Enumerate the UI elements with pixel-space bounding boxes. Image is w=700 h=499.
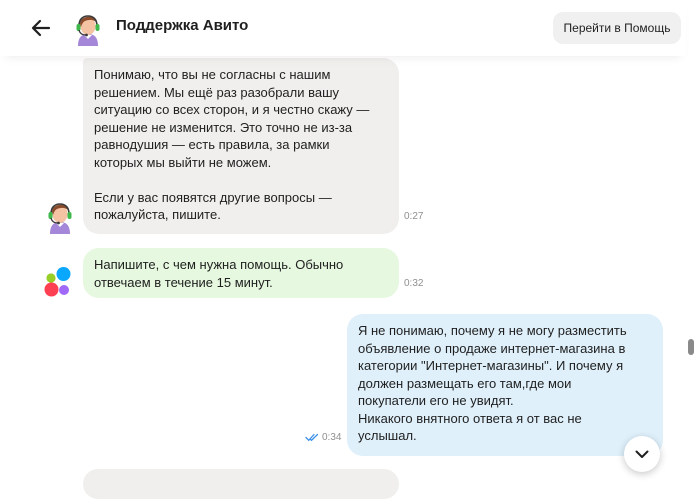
back-button[interactable] (28, 15, 54, 41)
scroll-to-bottom-button[interactable] (624, 436, 660, 472)
chevron-down-icon (635, 450, 649, 459)
message-time: 0:27 (404, 211, 424, 222)
chat-title: Поддержка Авито (116, 17, 249, 34)
user-message-bubble: Я не понимаю, почему я не могу разместить объявление о продаже интернет-магазина в категории "Интернет-магазины". И почему я должен размещать его там,где мои покупатели его не увидят. Никакого внятного ответа я от вас не услышал. (347, 314, 663, 456)
arrow-left-icon (31, 19, 51, 37)
support-agent-avatar (42, 198, 78, 234)
message-time: 0:32 (404, 278, 424, 289)
go-to-help-button[interactable]: Перейти в Помощь (553, 12, 681, 44)
chat-header (0, 0, 686, 56)
support-agent-avatar (70, 10, 106, 46)
support-message-bubble: Понимаю, что вы не согласны с нашим решением. Мы ещё раз разобрали вашу ситуацию со всех сторон, и я честно скажу — решение не изменится. Это точно не из-за равнодушия — есть правила, за рамки которых мы выйти не можем. Если у вас появятся другие вопросы — пожалуйста, пишите. (83, 58, 399, 234)
message-time: 0:34 (322, 432, 342, 443)
avito-logo (42, 266, 76, 300)
support-message-bubble-partial (83, 469, 399, 499)
scrollbar-thumb[interactable] (688, 339, 694, 355)
scrollbar-track[interactable] (686, 56, 700, 477)
double-check-icon (305, 432, 319, 442)
avito-message-bubble: Напишите, с чем нужна помощь. Обычно отвечаем в течение 15 минут. (83, 248, 399, 298)
